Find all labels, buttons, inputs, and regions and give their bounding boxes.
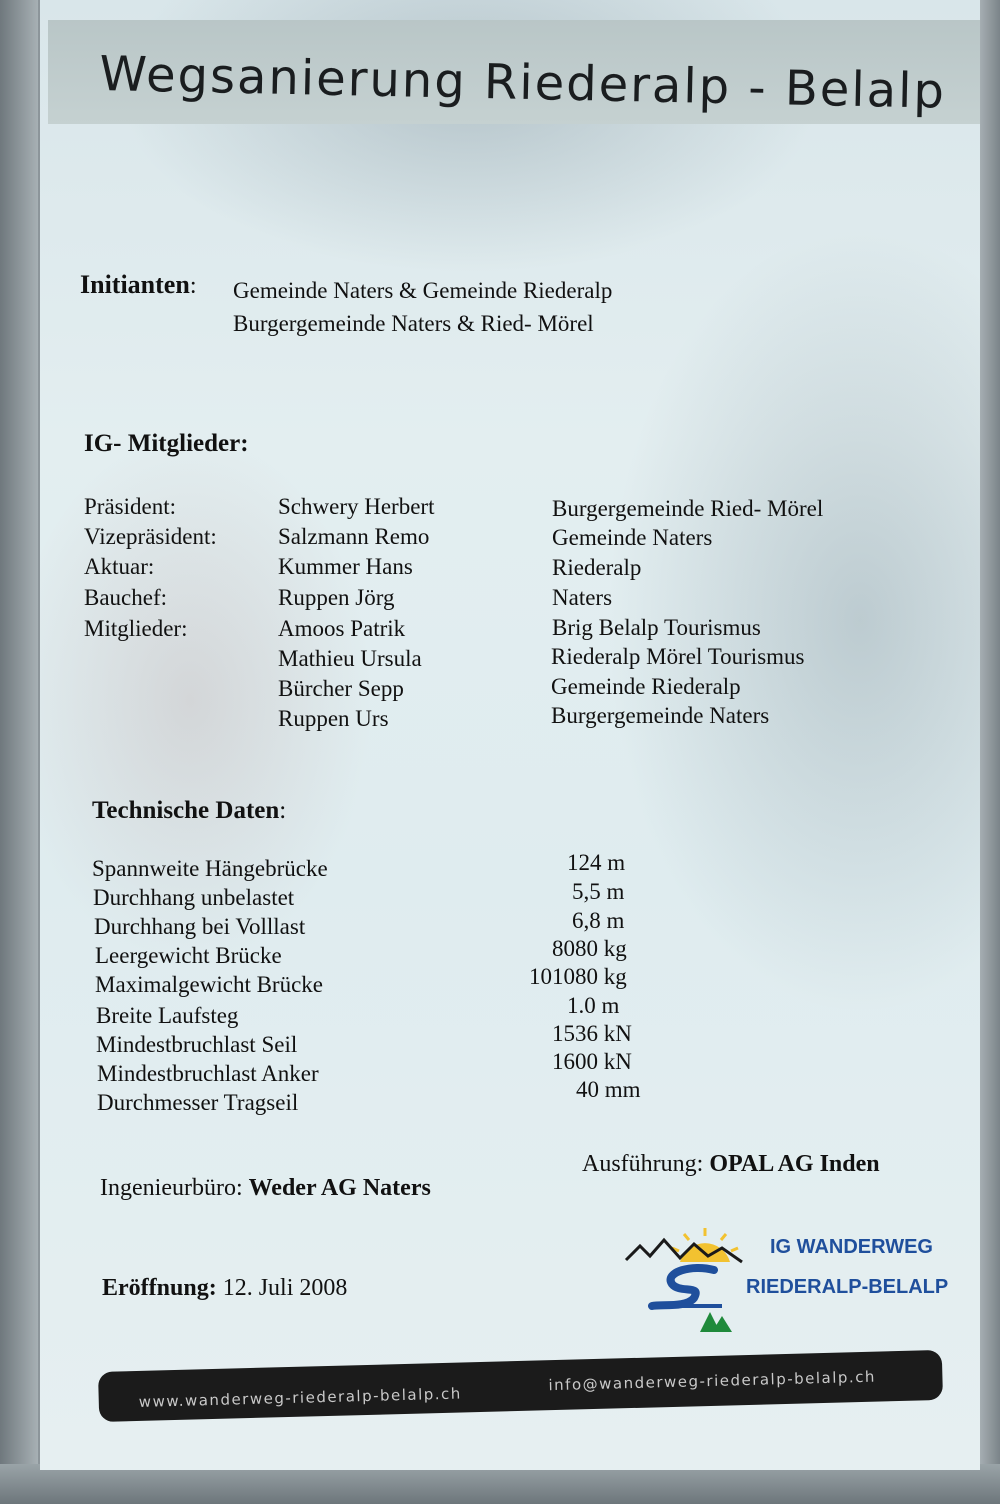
tech-label: Leergewicht Brücke bbox=[95, 943, 282, 968]
member-org: Burgergemeinde Naters bbox=[551, 703, 770, 728]
footer-bar bbox=[98, 1350, 943, 1422]
member-name: Kummer Hans bbox=[278, 554, 413, 579]
engineering-value: Weder AG Naters bbox=[248, 1175, 431, 1201]
member-name: Ruppen Urs bbox=[278, 706, 389, 731]
member-org: Naters bbox=[552, 585, 613, 610]
tech-label: Durchhang bei Volllast bbox=[94, 914, 306, 939]
member-org: Burgergemeinde Ried- Mörel bbox=[552, 496, 824, 521]
technical-heading: Technische Daten bbox=[92, 797, 280, 824]
tech-value: 1600 kN bbox=[552, 1049, 632, 1074]
opening-label: Eröffnung: bbox=[102, 1275, 217, 1301]
member-org: Gemeinde Naters bbox=[552, 525, 713, 550]
member-name: Mathieu Ursula bbox=[278, 646, 422, 671]
member-name: Bürcher Sepp bbox=[278, 676, 404, 701]
member-name: Salzmann Remo bbox=[278, 524, 430, 549]
member-role: Aktuar: bbox=[84, 554, 155, 579]
sign-title: Wegsanierung Riederalp - Belalp bbox=[98, 46, 947, 120]
member-name: Amoos Patrik bbox=[278, 616, 406, 641]
member-name: Ruppen Jörg bbox=[278, 585, 395, 610]
tech-label: Spannweite Hängebrücke bbox=[92, 856, 328, 881]
ig-wanderweg-logo bbox=[622, 1222, 972, 1334]
member-org: Riederalp bbox=[552, 555, 642, 580]
sign-frame-right bbox=[978, 0, 1000, 1504]
tech-value: 1.0 m bbox=[567, 993, 620, 1018]
tech-label: Breite Laufsteg bbox=[96, 1003, 239, 1028]
mountain-sun-path-logo-icon bbox=[622, 1222, 752, 1334]
member-role: Bauchef: bbox=[84, 585, 168, 610]
members-heading: IG- Mitglieder: bbox=[84, 430, 249, 457]
footer-website-link[interactable]: www.wanderweg-riederalp-belalp.ch bbox=[138, 1384, 463, 1411]
tech-value: 6,8 m bbox=[572, 908, 625, 933]
logo-line-2: RIEDERALP-BELALP bbox=[746, 1276, 949, 1298]
tech-value: 5,5 m bbox=[572, 879, 625, 904]
tech-label: Durchmesser Tragseil bbox=[97, 1090, 299, 1115]
logo-line-1: IG WANDERWEG bbox=[770, 1236, 933, 1258]
initiators-label: Initianten bbox=[80, 270, 190, 299]
tech-label: Maximalgewicht Brücke bbox=[95, 972, 324, 997]
title-bar bbox=[48, 20, 980, 124]
tech-label: Mindestbruchlast Seil bbox=[96, 1032, 298, 1057]
sign-frame-bottom bbox=[0, 1464, 1000, 1504]
member-org: Gemeinde Riederalp bbox=[551, 674, 741, 699]
engineering-label: Ingenieurbüro: bbox=[100, 1175, 243, 1201]
member-role: Präsident: bbox=[84, 494, 176, 519]
tech-value: 101080 kg bbox=[529, 964, 627, 989]
opening-date: 12. Juli 2008 bbox=[222, 1275, 348, 1301]
member-name: Schwery Herbert bbox=[278, 494, 435, 519]
member-org: Riederalp Mörel Tourismus bbox=[551, 644, 805, 669]
initiators-line-1: Gemeinde Naters & Gemeinde Riederalp bbox=[233, 278, 613, 303]
initiators-line-2: Burgergemeinde Naters & Ried- Mörel bbox=[233, 311, 594, 336]
execution-label: Ausführung: bbox=[582, 1151, 704, 1177]
tech-value: 124 m bbox=[567, 850, 626, 875]
member-role: Vizepräsident: bbox=[84, 524, 217, 549]
footer-email-link[interactable]: info@wanderweg-riederalp-belalp.ch bbox=[548, 1367, 877, 1395]
info-sign-panel: Wegsanierung Riederalp - Belalp Initianten: Gemeinde Naters & Gemeinde Riederalp Burgergemeinde Naters & Ried- Mörel IG- Mitglieder: Präsident: Schwery Herbert Burgergemeinde Ried- Mörel Vizepräsident: Salzmann Remo Gemeinde Naters Aktuar: Kummer Hans Riederalp Bauchef: Ruppen Jörg Naters Mitglieder: Amoos Patrik Brig Belalp Tourismus Mathieu Ursula Riederalp Mörel Tourismus Bürcher Sepp Gemeinde Riederalp Ruppen Urs Burgergemeinde Naters Technische Daten: Spannweite Hängebrücke 124 m Durchhang unbelastet 5,5 m Durchhang bei Volllast 6,8 m Leergewicht Brücke 8080 kg Maximalgewicht Brücke 101080 kg Breite Laufsteg 1.0 m Mindestbruchlast Seil 1536 kN Mindestbruchlast Anker 1600 kN Durchmesser Tragseil 40 mm Ingenieurbüro: Weder AG Naters Ausführung: OPAL AG Inden Eröffnung: 12. Juli 2008 IG WANDERWEG RIEDERALP-BELALP www.wanderweg-riederalp-belalp.ch info@wanderweg-riederalp-belalp.ch bbox=[40, 0, 980, 1470]
tech-value: 1536 kN bbox=[552, 1021, 632, 1046]
tech-label: Mindestbruchlast Anker bbox=[97, 1061, 319, 1086]
member-org: Brig Belalp Tourismus bbox=[552, 615, 761, 640]
tech-label: Durchhang unbelastet bbox=[93, 885, 295, 910]
sign-frame-left bbox=[0, 0, 38, 1504]
execution-value: OPAL AG Inden bbox=[709, 1151, 880, 1177]
tech-value: 8080 kg bbox=[552, 936, 627, 961]
member-role: Mitglieder: bbox=[84, 616, 188, 641]
tech-value: 40 mm bbox=[576, 1077, 641, 1102]
